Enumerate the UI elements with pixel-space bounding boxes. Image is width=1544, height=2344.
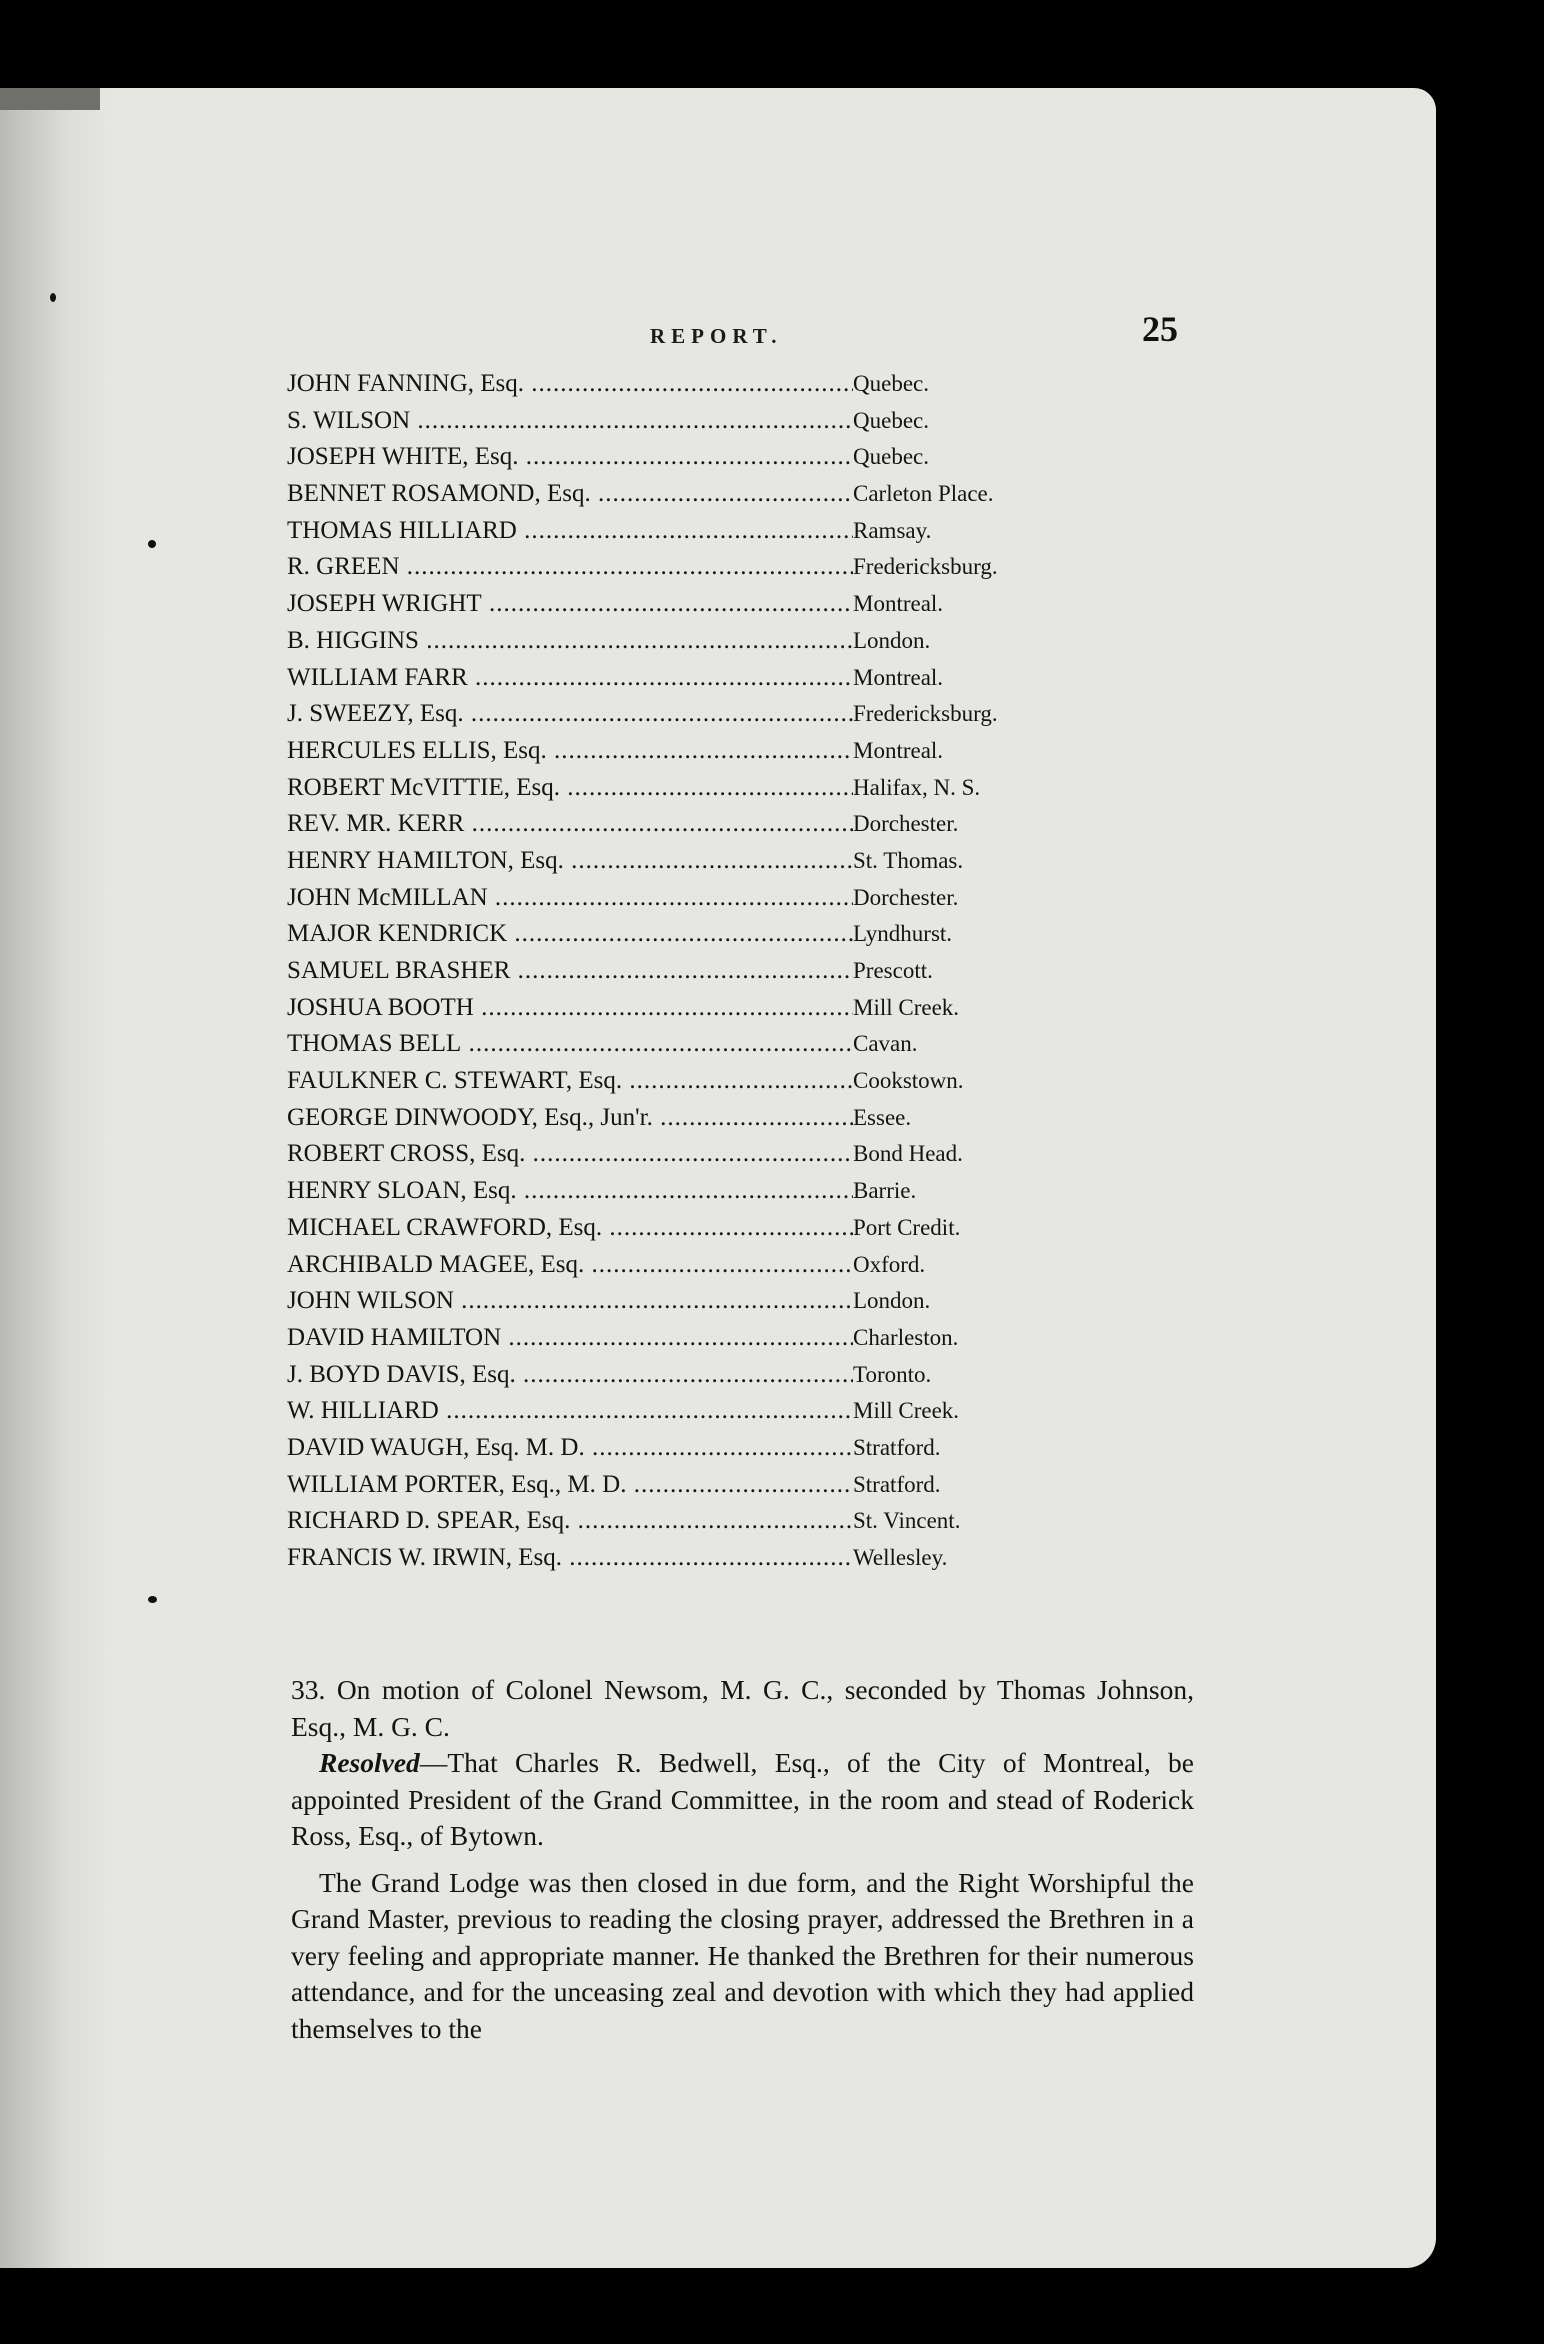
resolution-paragraph [291,1745,1194,1855]
member-row [287,480,1047,517]
member-name: DAVID HAMILTON ..... [287,1324,853,1352]
member-place: Stratford. [853,1434,941,1460]
member-place: Essee. [853,1104,912,1130]
member-row [287,1140,1047,1177]
member-place: Montreal. [853,737,944,763]
page-fold-shadow [0,88,100,110]
member-list [287,370,1047,1581]
member-row [287,590,1047,627]
member-place: Stratford. [853,1471,941,1497]
member-place: Montreal. [853,591,944,617]
member-name: JOHN WILSON ..... [287,1287,853,1315]
member-place: Fredericksburg. [853,701,998,727]
page-number: 25 [1142,309,1178,349]
ink-speck [148,540,156,548]
member-place: St. Vincent. [853,1508,961,1534]
member-row [287,1067,1047,1104]
member-name: DAVID WAUGH, Esq. M. D. ..... [287,1434,853,1462]
member-row [287,884,1047,921]
member-row [287,553,1047,590]
member-place: Bond Head. [853,1141,963,1167]
member-name: FRANCIS W. IRWIN, Esq. ..... [287,1544,853,1572]
member-name: J. SWEEZY, Esq. ..... [287,700,853,728]
member-row [287,1177,1047,1214]
motion-paragraph: 33. On motion of Colonel Newsom, M. G. C., seconded by Thomas Johnson, Esq., M. G. C. [291,1674,1194,1742]
member-name: B. HIGGINS ..... [287,627,853,655]
member-name: BENNET ROSAMOND, Esq. ..... [287,480,853,508]
member-place: Mill Creek. [853,994,960,1020]
closing-paragraph: The Grand Lodge was then closed in due form, and the Right Worshipful the Grand Master, previous to reading the closing prayer, addressed the Brethren in a very feeling and appropriate manner. He thanked the Brethren for their numerous attendance, and for the unceasing zeal and devotion with which they had applied themselves to the [291,1866,1194,2044]
member-name: JOSEPH WHITE, Esq. ..... [287,443,853,471]
member-row [287,1434,1047,1471]
member-place: Mill Creek. [853,1398,960,1424]
member-name: MICHAEL CRAWFORD, Esq. ..... [287,1214,853,1242]
ink-speck [50,293,56,302]
member-name: THOMAS HILLIARD ..... [287,517,853,545]
member-place: Toronto. [853,1361,932,1387]
member-place: Fredericksburg. [853,554,998,580]
member-place: London. [853,627,931,653]
member-name: REV. MR. KERR ..... [287,810,853,838]
member-row [287,1544,1047,1581]
member-row [287,994,1047,1031]
ink-speck [148,1596,157,1603]
member-name: HENRY SLOAN, Esq. ..... [287,1177,853,1205]
member-name: JOHN McMILLAN ..... [287,884,853,912]
member-row [287,407,1047,444]
member-row [287,1214,1047,1251]
member-row [287,737,1047,774]
member-name: THOMAS BELL ..... [287,1030,853,1058]
member-name: WILLIAM PORTER, Esq., M. D. ..... [287,1471,853,1499]
member-place: Wellesley. [853,1545,948,1570]
running-header: REPORT. [650,324,783,348]
member-name: MAJOR KENDRICK ..... [287,920,853,948]
member-row [287,443,1047,480]
member-place: Halifax, N. S. [853,774,981,800]
member-place: London. [853,1288,931,1314]
member-row [287,1397,1047,1434]
member-name: HERCULES ELLIS, Esq. ..... [287,737,853,765]
member-row [287,1361,1047,1398]
member-name: R. GREEN ..... [287,553,853,581]
member-row [287,517,1047,554]
document-page [0,88,1436,2268]
member-row [287,700,1047,737]
member-row [287,1324,1047,1361]
member-place: Port Credit. [853,1214,961,1240]
member-row [287,810,1047,847]
member-place: Cookstown. [853,1068,964,1094]
member-place: Dorchester. [853,884,959,910]
member-name: FAULKNER C. STEWART, Esq. ..... [287,1067,853,1095]
member-row [287,1507,1047,1544]
member-place: Cavan. [853,1031,918,1057]
member-name: JOHN FANNING, Esq. ..... [287,370,853,398]
member-row [287,1287,1047,1324]
member-name: HENRY HAMILTON, Esq. ..... [287,847,853,875]
member-place: Quebec. [853,407,929,433]
member-row [287,627,1047,664]
member-name: GEORGE DINWOODY, Esq., Jun'r. ..... [287,1104,853,1132]
member-name: JOSHUA BOOTH ..... [287,994,853,1022]
member-place: Prescott. [853,958,933,983]
member-place: Montreal. [853,664,944,690]
member-row [287,1251,1047,1288]
member-name: S. WILSON ..... [287,407,853,435]
resolved-label: Resolved [319,1747,420,1778]
member-name: ROBERT McVITTIE, Esq. ..... [287,774,853,802]
resolved-text: —That Charles R. Bedwell, Esq., of the City of Montreal, be appointed President of the Grand Committee, in the room and stead of Roderick Ross, Esq., of Bytown. [291,1747,1194,1851]
member-place: Charleston. [853,1324,959,1350]
member-row [287,1030,1047,1067]
member-place: Dorchester. [853,811,959,837]
member-row [287,370,1047,407]
member-place: Oxford. [853,1251,926,1277]
member-place: St. Thomas. [853,847,964,873]
member-row [287,847,1047,884]
member-place: Barrie. [853,1178,917,1204]
member-row [287,920,1047,957]
member-row [287,1471,1047,1508]
member-name: JOSEPH WRIGHT ..... [287,590,853,618]
member-name: ROBERT CROSS, Esq. ..... [287,1140,853,1168]
member-row [287,1104,1047,1141]
member-name: J. BOYD DAVIS, Esq. ..... [287,1361,853,1389]
member-name: WILLIAM FARR ..... [287,664,853,692]
body-text [291,1672,1194,2047]
member-name: W. HILLIARD ..... [287,1397,853,1425]
member-place: Ramsay. [853,517,932,543]
member-name: SAMUEL BRASHER ..... [287,957,853,985]
member-place: Quebec. [853,444,929,470]
member-name: ARCHIBALD MAGEE, Esq. ..... [287,1251,853,1279]
member-place: Carleton Place. [853,481,994,507]
member-place: Quebec. [853,371,929,396]
member-row [287,957,1047,994]
member-row [287,774,1047,811]
member-row [287,664,1047,701]
member-place: Lyndhurst. [853,921,953,947]
member-name: RICHARD D. SPEAR, Esq. ..... [287,1507,853,1535]
